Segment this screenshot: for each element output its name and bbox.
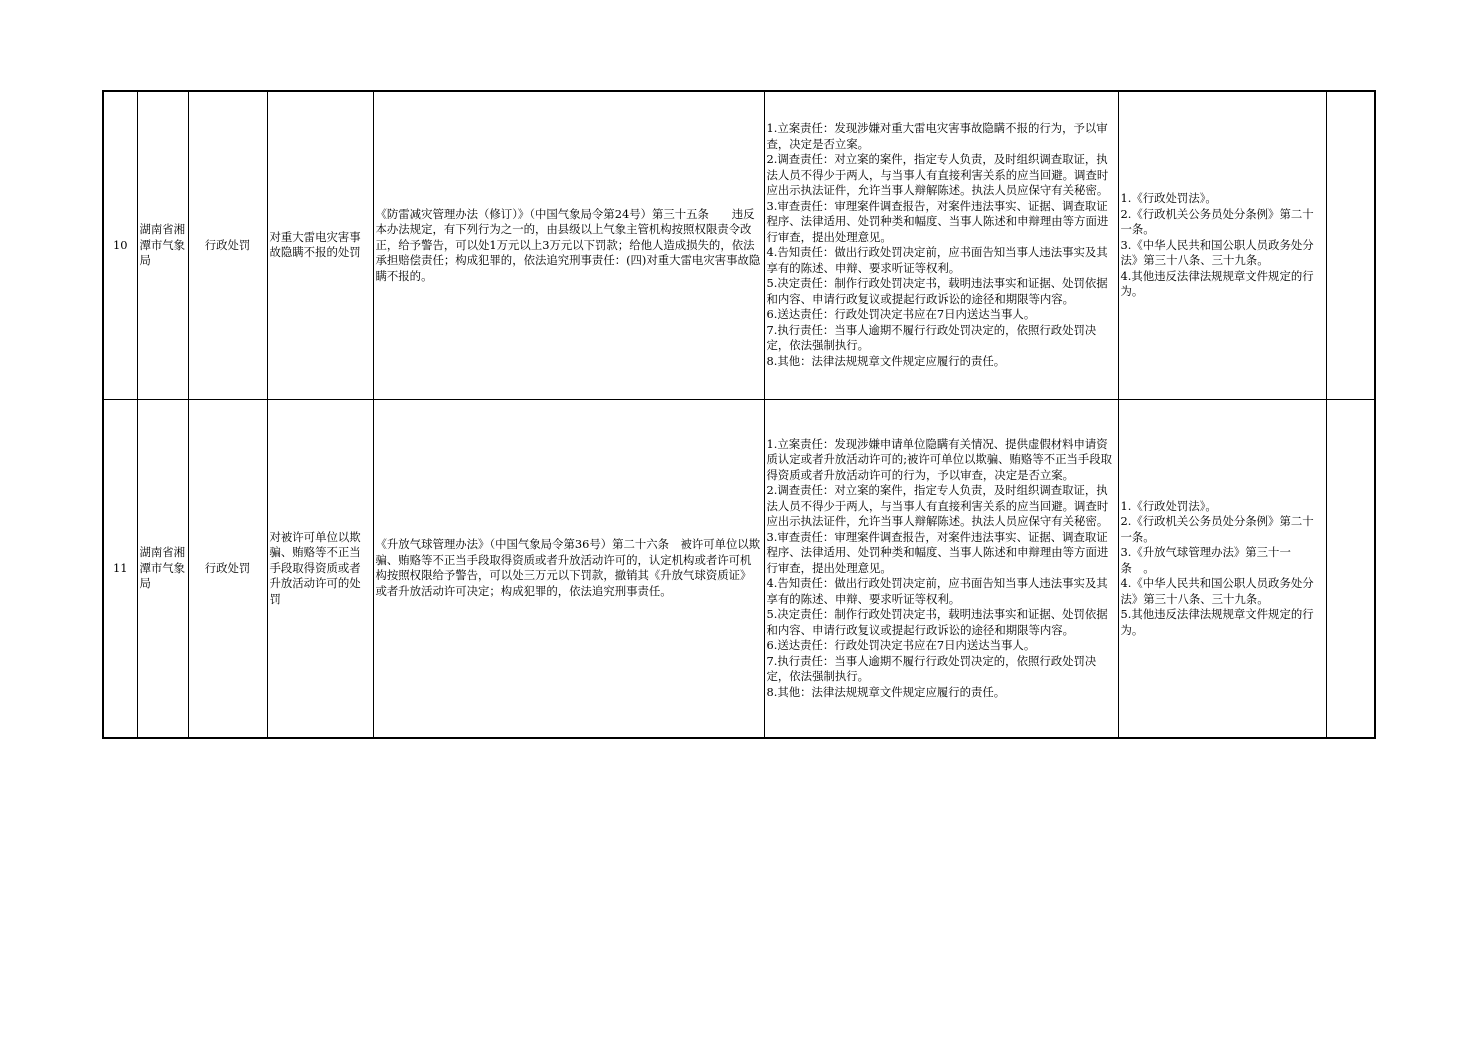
row-number-cell: 11 <box>103 399 137 738</box>
row-number-cell: 10 <box>103 91 137 399</box>
power-type-cell: 行政处罚 <box>188 399 267 738</box>
legal-basis-cell: 《升放气球管理办法》（中国气象局令第36号）第二十六条 被许可单位以欺骗、贿赂等不正当手段取得资质或者升放活动许可的，认定机构或者许可机构按照权限给予警告，可以处三万元以下罚款，撤销其《升放气球资质证》或者升放活动许可决定；构成犯罪的，依法追究刑事责任。 <box>373 399 764 738</box>
remarks-cell <box>1326 399 1375 738</box>
responsibility-item: 7.执行责任：当事人逾期不履行行政处罚决定的，依照行政处罚决定，依法强制执行。 <box>766 653 1097 683</box>
accountability-item: 5.其他违反法律法规规章文件规定的行为。 <box>1120 607 1314 637</box>
legal-basis-cell: 《防雷减灾管理办法（修订）》（中国气象局令第24号）第三十五条 违反本办法规定，有下列行为之一的，由县级以上气象主管机构按照权限责令改正，给予警告，可以处1万元以上3万元以下罚款；给他人造成损失的，依法承担赔偿责任；构成犯罪的，依法追究刑事责任：(四)对重大雷电灾害事故隐瞒不报的。 <box>373 91 764 399</box>
responsibility-item: 3.审查责任：审理案件调查报告，对案件违法事实、证据、调查取证程序、法律适用、处罚种类和幅度、当事人陈述和申辩理由等方面进行审查，提出处理意见。 <box>766 529 1109 575</box>
accountability-cell <box>1118 399 1326 738</box>
accountability-item: 3.《升放气球管理办法》第三十一条 。 <box>1120 545 1291 575</box>
responsibility-item: 8.其他：法律法规规章文件规定应履行的责任。 <box>766 684 1006 699</box>
responsibility-item: 1.立案责任：发现涉嫌申请单位隐瞒有关情况、提供虚假材料申请资质认定或者升放活动许可的;被许可单位以欺骗、贿赂等不正当手段取得资质或者升放活动许可的行为，予以审查，决定是否立案。 <box>766 436 1113 482</box>
remarks-cell <box>1326 91 1375 399</box>
accountability-item: 2.《行政机关公务员处分条例》第二十一条。 <box>1120 514 1314 544</box>
table-row <box>103 91 1375 399</box>
power-item-cell: 对被许可单位以欺骗、贿赂等不正当手段取得资质或者升放活动许可的处罚 <box>267 399 373 738</box>
accountability-item: 1.《行政处罚法》。 <box>1120 191 1217 205</box>
responsibility-item: 4.告知责任：做出行政处罚决定前，应书面告知当事人违法事实及其享有的陈述、申辩、要求听证等权利。 <box>766 245 1108 275</box>
accountability-item: 4.《中华人民共和国公职人员政务处分法》第三十八条、三十九条。 <box>1120 576 1314 606</box>
responsibility-item: 4.告知责任：做出行政处罚决定前，应书面告知当事人违法事实及其享有的陈述、申辩、要求听证等权利。 <box>766 576 1108 606</box>
power-item-cell: 对重大雷电灾害事故隐瞒不报的处罚 <box>267 91 373 399</box>
responsibility-item: 6.送达责任：行政处罚决定书应在7日内送达当事人。 <box>766 307 1036 322</box>
accountability-item: 1.《行政处罚法》。 <box>1120 498 1217 513</box>
responsibility-item: 6.送达责任：行政处罚决定书应在7日内送达当事人。 <box>766 638 1036 652</box>
implementing-agency-cell: 湖南省湘潭市气象局 <box>137 399 188 738</box>
responsibility-item: 8.其他：法律法规规章文件规定应履行的责任。 <box>766 353 1006 368</box>
accountability-item: 4.其他违反法律法规规章文件规定的行为。 <box>1120 268 1314 298</box>
accountability-item: 2.《行政机关公务员处分条例》第二十一条。 <box>1120 206 1314 236</box>
responsibility-item: 3.审查责任：审理案件调查报告，对案件违法事实、证据、调查取证程序、法律适用、处罚种类和幅度、当事人陈述和申辩理由等方面进行审查，提出处理意见。 <box>766 198 1109 244</box>
responsibility-cell <box>764 399 1118 738</box>
responsibility-item: 1.立案责任：发现涉嫌对重大雷电灾害事故隐瞒不报的行为，予以审查，决定是否立案。 <box>766 121 1108 151</box>
accountability-item: 3.《中华人民共和国公职人员政务处分法》第三十八条、三十九条。 <box>1120 237 1314 267</box>
responsibility-item: 5.决定责任：制作行政处罚决定书，载明违法事实和证据、处罚依据和内容、申请行政复议或提起行政诉讼的途径和期限等内容。 <box>766 607 1108 637</box>
responsibility-item: 2.调查责任：对立案的案件，指定专人负责，及时组织调查取证，执法人员不得少于两人，与当事人有直接利害关系的应当回避。调查时应出示执法证件，允许当事人辩解陈述。执法人员应保守有关秘密。 <box>766 152 1109 198</box>
accountability-cell <box>1118 91 1326 399</box>
responsibility-item: 2.调查责任：对立案的案件，指定专人负责，及时组织调查取证，执法人员不得少于两人，与当事人有直接利害关系的应当回避。调查时应出示执法证件，允许当事人辩解陈述。执法人员应保守有关秘密。 <box>766 483 1109 528</box>
power-type-cell: 行政处罚 <box>188 91 267 399</box>
duty-list-table <box>102 90 1376 739</box>
responsibility-item: 7.执行责任：当事人逾期不履行行政处罚决定的，依照行政处罚决定，依法强制执行。 <box>766 322 1097 353</box>
table-row <box>103 399 1375 738</box>
responsibility-cell <box>764 91 1118 399</box>
implementing-agency-cell: 湖南省湘潭市气象局 <box>137 91 188 399</box>
responsibility-item: 5.决定责任：制作行政处罚决定书，载明违法事实和证据、处罚依据和内容、申请行政复议或提起行政诉讼的途径和期限等内容。 <box>766 276 1108 306</box>
